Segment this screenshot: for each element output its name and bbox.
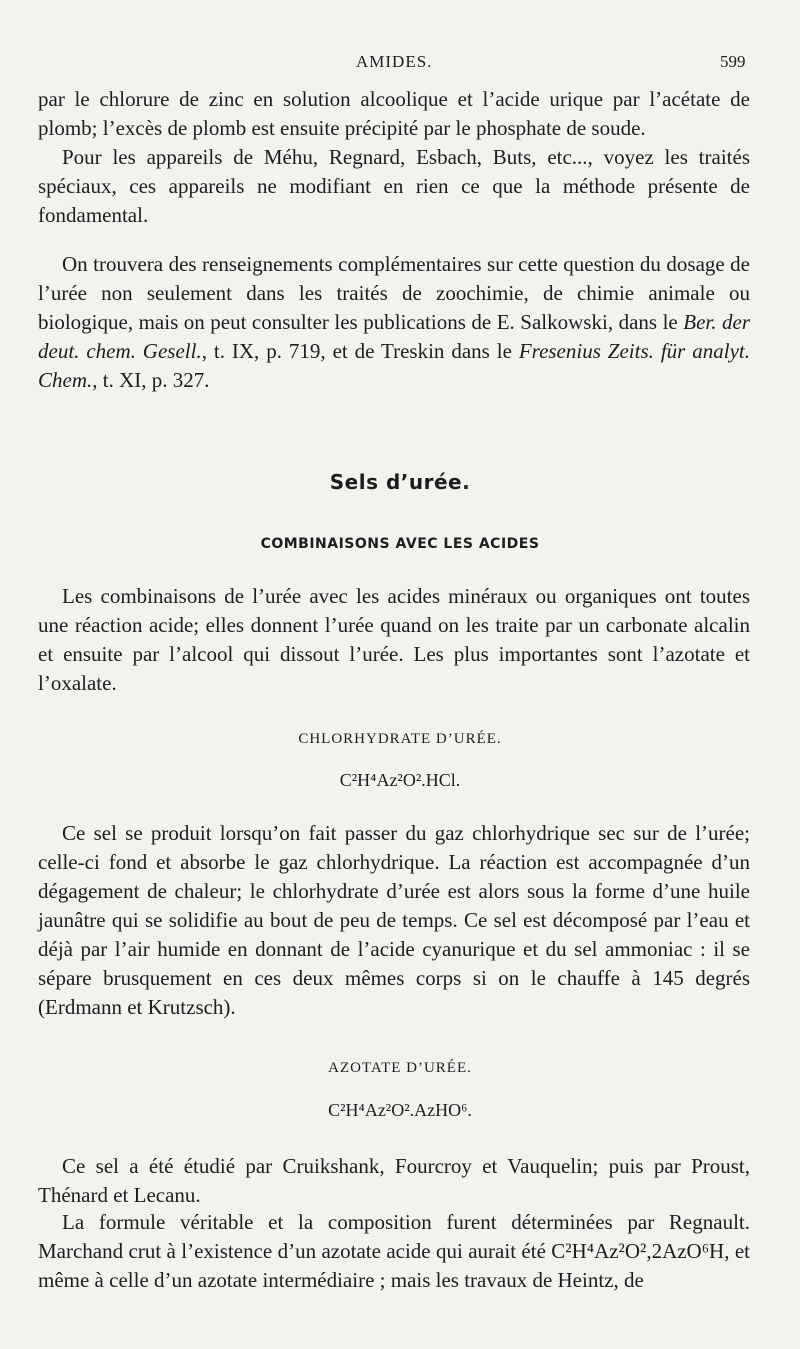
chlorhydrate-formula: C²H⁴Az²O².HCl. bbox=[339, 770, 461, 790]
page-header bbox=[0, 52, 800, 80]
references-text-1: On trouvera des renseignements complémentaires sur cette question du dosage de l’urée non seulement dans les traités de zoochimie, de chimie animale ou biologique, mais on peut consulter les publications de E. Salkowski, dans le bbox=[38, 252, 750, 334]
chlorhydrate-title: CHLORHYDRATE D’URÉE. bbox=[298, 731, 502, 747]
paragraph-combinaisons: Les combinaisons de l’urée avec les acides minéraux ou organiques ont toutes une réaction acide; elles donnent l’urée quand on les traite par un carbonate alcalin et ensuite par l’alcool qui dissout l’urée. Les plus importantes sont l’azotate et l’oxalate. bbox=[38, 584, 750, 695]
section-title: Sels d’urée. bbox=[329, 470, 471, 494]
azotate-title: AZOTATE D’URÉE. bbox=[328, 1060, 472, 1076]
paragraph-azotate-formula: La formule véritable et la composition furent déterminées par Regnault. Marchand crut à l’existence d’un azotate acide qui aurait été C²H⁴Az²O²,2AzO⁶H, et même à celle d’un azotate intermédiaire ; mais les travaux de Heintz, de bbox=[38, 1210, 750, 1292]
subsection-title: COMBINAISONS AVEC LES ACIDES bbox=[260, 536, 540, 552]
paragraph-appareils: Pour les appareils de Méhu, Regnard, Esbach, Buts, etc..., voyez les traités spéciaux, ces appareils ne modifiant en rien ce que la méthode présente de fondamental. bbox=[38, 145, 750, 227]
paragraph-references bbox=[38, 250, 750, 395]
references-journal-2: Fresenius Zeits. für analyt. Chem. bbox=[38, 339, 750, 392]
references-journal-1: Ber. der deut. chem. Gesell. bbox=[38, 310, 750, 363]
paragraph-continuation: par le chlorure de zinc en solution alcoolique et l’acide urique par l’acétate de plomb; l’excès de plomb est ensuite précipité par le phosphate de soude. bbox=[38, 87, 750, 140]
paragraph-chlorhydrate: Ce sel se produit lorsqu’on fait passer du gaz chlorhydrique sec sur de l’urée; celle-ci fond et absorbe le gaz chlorhydrique. La réaction est accompagnée d’un dégagement de chaleur; le chlorhydrate d’urée est alors sous la forme d’une huile jaunâtre qui se solidifie au bout de peu de temps. Ce sel est décomposé par l’eau et déjà par l’air humide en donnant de l’acide cyanurique et du sel ammoniac : il se sépare brusquement en ces deux mêmes corps si on le chauffe à 145 degrés (Erdmann et Krutzsch). bbox=[38, 821, 750, 1019]
references-text-3: , t. XI, p. 327. bbox=[92, 368, 210, 392]
references-text-2: , t. IX, p. 719, et de Treskin dans le bbox=[201, 339, 519, 363]
running-title: AMIDES. bbox=[356, 52, 433, 71]
page-number: 599 bbox=[720, 52, 746, 71]
paragraph-azotate-history: Ce sel a été étudié par Cruikshank, Fourcroy et Vauquelin; puis par Proust, Thénard et Lecanu. bbox=[38, 1154, 750, 1207]
azotate-formula: C²H⁴Az²O².AzHO⁶. bbox=[328, 1100, 472, 1120]
